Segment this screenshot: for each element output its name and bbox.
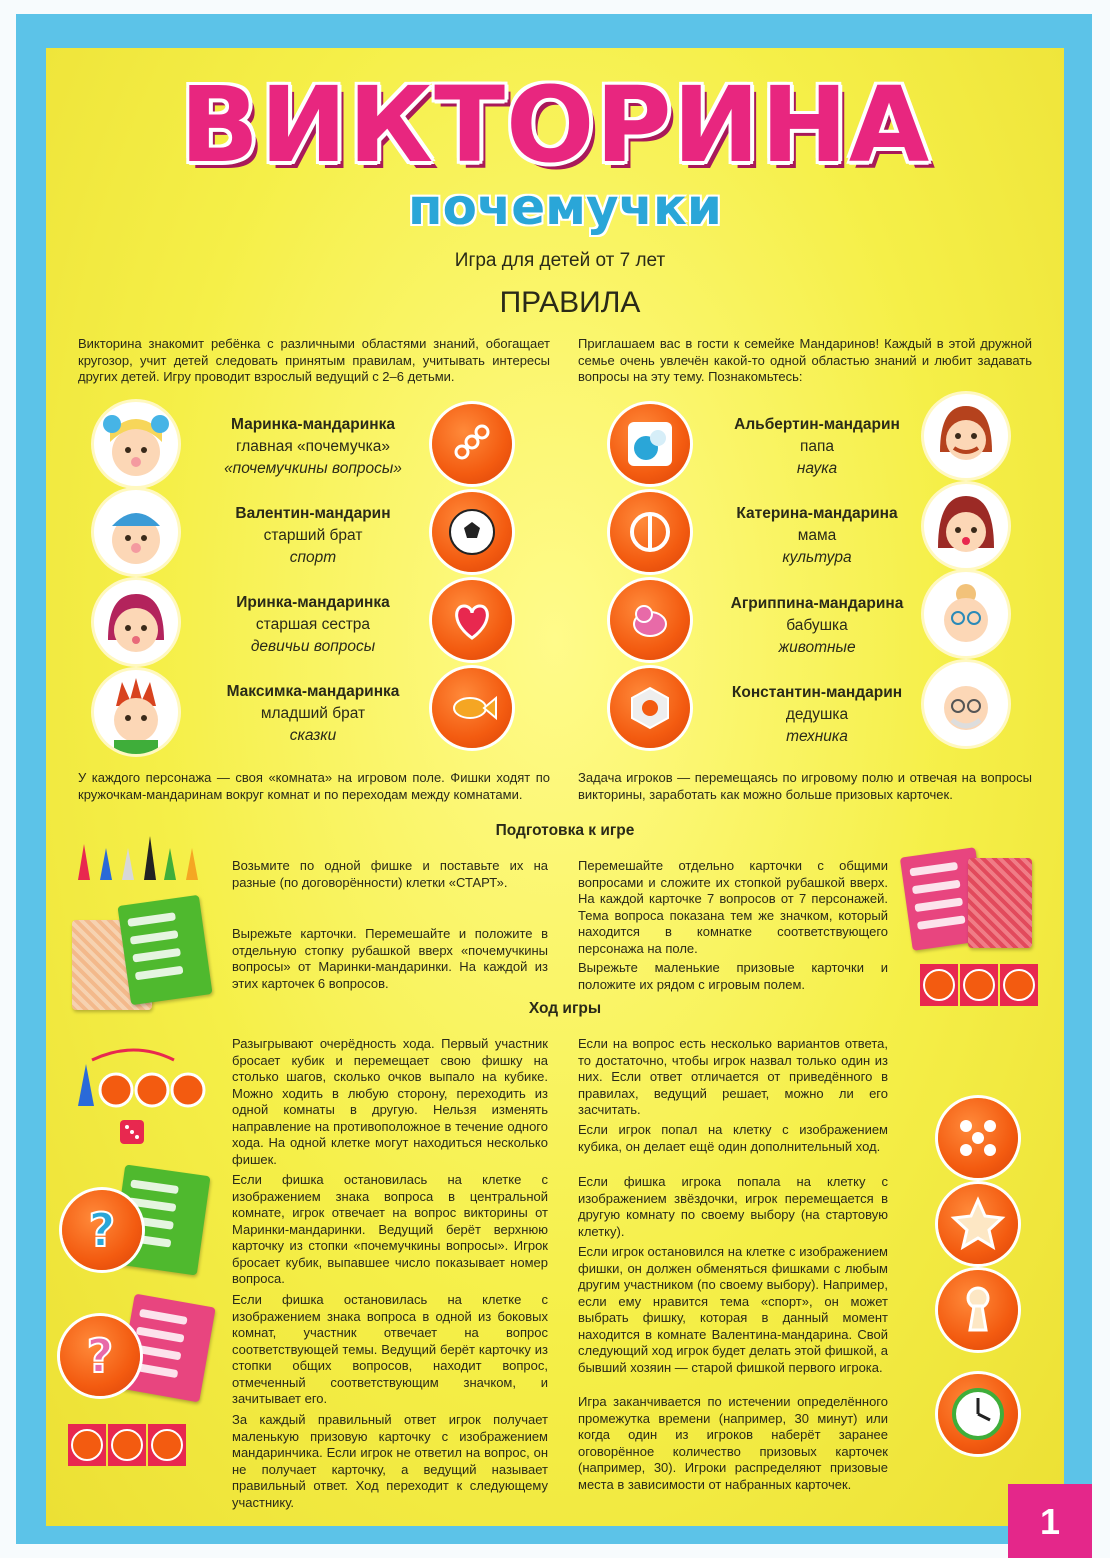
character-name: Альбертин-мандарин xyxy=(734,416,900,433)
character-right-3 xyxy=(712,593,922,659)
treble-clef-token-icon xyxy=(610,492,690,572)
age-label: Игра для детей от 7 лет xyxy=(454,250,666,271)
preparation-left-1: Возьмите по одной фишке и поставьте их на разные (по договорённости) клетки «СТАРТ». xyxy=(232,858,548,890)
poster-subtitle: почемучки xyxy=(408,178,722,236)
character-name: Маринка-мандаринка xyxy=(230,416,396,433)
nut-token-icon xyxy=(610,668,690,748)
gameplay-left-3: Если фишка остановилась на клетке с изображением знака вопроса в одной из боковых комнат, участник отвечает на вопрос соответствующей темы. Ведущий берёт карточку из стопки общих вопросов, находит вопрос, отмеченный соответствующим значком, и зачитывает его. xyxy=(232,1292,548,1406)
character-role: старший брат xyxy=(263,527,363,544)
character-role: дедушка xyxy=(785,706,849,723)
gameplay-right-2: Если игрок попал на клетку с изображением кубика, он делает ещё один дополнительный ход. xyxy=(578,1122,888,1154)
character-right-2 xyxy=(712,503,922,569)
father-face-icon xyxy=(924,394,1008,478)
heart-token-icon xyxy=(432,580,512,660)
character-role: младший брат xyxy=(260,705,366,722)
board-note-left: У каждого персонажа — своя «комната» на игровом поле. Фишки ходят по кружочкам-мандаринам вокруг комнат и по переходам между комнатами. xyxy=(78,770,550,802)
star-cell-icon xyxy=(938,1184,1018,1264)
character-left-1 xyxy=(208,414,418,480)
grandmother-face-icon xyxy=(924,572,1008,656)
rules-heading: ПРАВИЛА xyxy=(499,286,641,319)
gameplay-left-2: Если фишка остановилась на клетке с изображением знака вопроса в центральной комнате, игрок отвечает на вопрос викторины от Маринки-мандаринки. Ведущий берёт верхнюю карточку из стопки «почемучкины вопросы». Игрок бросает кубик, выпавшее число показывает номер вопроса. xyxy=(232,1172,548,1286)
intro-right: Приглашаем вас в гости к семейке Мандаринов! Каждый в этой дружной семье очень увлечён какой-то одной областью знаний и любит задавать вопросы на эту тему. Познакомьтесь: xyxy=(578,336,1032,384)
boy-cap-face-icon xyxy=(94,490,178,574)
gameplay-heading: Ход игры xyxy=(528,1000,602,1017)
character-topic: наука xyxy=(796,460,838,477)
character-left-4 xyxy=(208,681,418,747)
goldfish-token-icon xyxy=(432,668,512,748)
character-left-3 xyxy=(208,592,418,658)
character-right-1 xyxy=(712,414,922,480)
character-name: Константин-мандарин xyxy=(731,684,903,701)
preparation-heading: Подготовка к игре xyxy=(495,822,635,839)
character-role: мама xyxy=(797,527,837,544)
board-note-right: Задача игроков — перемещаясь по игровому полю и отвечая на вопросы викторины, заработать как можно больше призовых карточек. xyxy=(578,770,1032,802)
character-topic: девичьи вопросы xyxy=(250,638,376,655)
girl-face-icon xyxy=(94,580,178,664)
character-topic: спорт xyxy=(289,549,337,566)
preparation-right-1: Перемешайте отдельно карточки с общими вопросами и сложите их стопкой рубашкой вверх. На каждой карточке 7 вопросов от 7 персонажей. Тема вопроса показана тем же значком, который находится в комнатке соответствующего персонажа на поле. xyxy=(578,858,888,956)
character-topic: животные xyxy=(778,639,856,656)
gameplay-right-4: Если игрок остановился на клетке с изображением фишки, он должен обменяться фишками с любым другим участником (по своему выбору). Например, если ему нравится тема «спорт», он может выбрать фишку, которая в данный момент находится в комнате Валентина-мандарина. Свой следующий ход игрок будет делать этой фишкой, а бывший хозяин — старой фишкой первого игрока. xyxy=(578,1244,888,1375)
mother-face-icon xyxy=(924,484,1008,568)
bird-token-icon xyxy=(610,580,690,660)
page-number: 1 xyxy=(1039,1501,1061,1542)
character-role: старшая сестра xyxy=(255,616,371,633)
svg-text:?: ? xyxy=(88,1203,116,1257)
preparation-right-2: Вырежьте маленькие призовые карточки и положите их рядом с игровым полем. xyxy=(578,960,888,992)
gameplay-left-4: За каждый правильный ответ игрок получает маленькую призовую карточку с изображением мандаринчика. Если игрок не ответил на вопрос, он не получает карточку, а ведущий называет правильный ответ. Ход переходит к следующему участнику. xyxy=(232,1412,548,1510)
boy-spiky-face-icon xyxy=(94,670,178,754)
grandfather-face-icon xyxy=(924,662,1008,746)
pawns-icon xyxy=(70,830,210,890)
pawn-cell-icon xyxy=(938,1270,1018,1350)
gameplay-right-1: Если на вопрос есть несколько вариантов ответа, то достаточно, чтобы игрок назвал только один из них. Если ответ отличается от приведённого в правилах, ведущий решает, можно ли его засчитать. xyxy=(578,1036,888,1117)
prize-cards-image xyxy=(918,960,1040,1010)
character-topic: культура xyxy=(782,549,852,566)
character-topic: «почемучкины вопросы» xyxy=(224,460,402,477)
dots-token-icon xyxy=(432,404,512,484)
question-card-image xyxy=(117,895,212,1005)
flask-token-icon xyxy=(610,404,690,484)
character-role: бабушка xyxy=(786,617,848,634)
character-role: главная «почемучка» xyxy=(235,438,391,455)
character-topic: техника xyxy=(786,728,848,745)
character-right-4 xyxy=(712,682,922,748)
dice-cell-icon xyxy=(938,1098,1018,1178)
character-name: Иринка-мандаринка xyxy=(236,594,390,611)
character-name: Агриппина-мандарина xyxy=(730,595,904,612)
prize-cards-image xyxy=(66,1420,190,1470)
girl-bows-face-icon xyxy=(94,402,178,486)
gameplay-left-1: Разыгрывают очерёдность хода. Первый участник бросает кубик и перемещает свою фишку на столько шагов, сколько очков выпало на кубике. Можно ходить в любую сторону, переходить из одной комнаты в другую. Нельзя изменять направление на противоположное в течение одного хода. На одной клетке могут находиться несколько фишек. xyxy=(232,1036,548,1167)
character-name: Валентин-мандарин xyxy=(235,505,391,522)
soccer-ball-token-icon xyxy=(432,492,512,572)
character-left-2 xyxy=(208,503,418,569)
question-mark-orange-icon xyxy=(62,1190,142,1270)
gameplay-right-3: Если фишка игрока попала на клетку с изображением звёздочки, игрок перемещается в другую комнату по своему выбору (на стартовую клетку). xyxy=(578,1174,888,1239)
character-name: Максимка-мандаринка xyxy=(226,683,400,700)
pawn-move-dice-image xyxy=(64,1040,214,1150)
poster-title: ВИКТОРИНА xyxy=(179,64,931,186)
question-mark-orange-icon xyxy=(60,1316,140,1396)
gameplay-right-5: Игра заканчивается по истечении определённого промежутка времени (например, 30 минут) или когда один из игроков наберёт заранее оговорённое количество призовых карточек (например, 30). Игроки распределяют призовые места в зависимости от набранных карточек. xyxy=(578,1394,888,1492)
preparation-left-2: Вырежьте карточки. Перемешайте и положите в отдельную стопку рубашкой вверх «почемучкины вопросы» от Маринки-мандаринки. На каждой из этих карточек 6 вопросов. xyxy=(232,926,548,991)
intro-left: Викторина знакомит ребёнка с различными областями знаний, обогащает кругозор, учит детей следовать принятым правилам, учитывать интересы других детей. Игру проводит взрослый ведущий с 2–6 детьми. xyxy=(78,336,550,384)
card-back-image xyxy=(968,858,1032,948)
character-role: папа xyxy=(799,438,835,455)
svg-text:?: ? xyxy=(86,1329,114,1383)
character-name: Катерина-мандарина xyxy=(736,505,898,522)
clock-icon xyxy=(938,1374,1018,1454)
character-topic: сказки xyxy=(289,727,337,744)
